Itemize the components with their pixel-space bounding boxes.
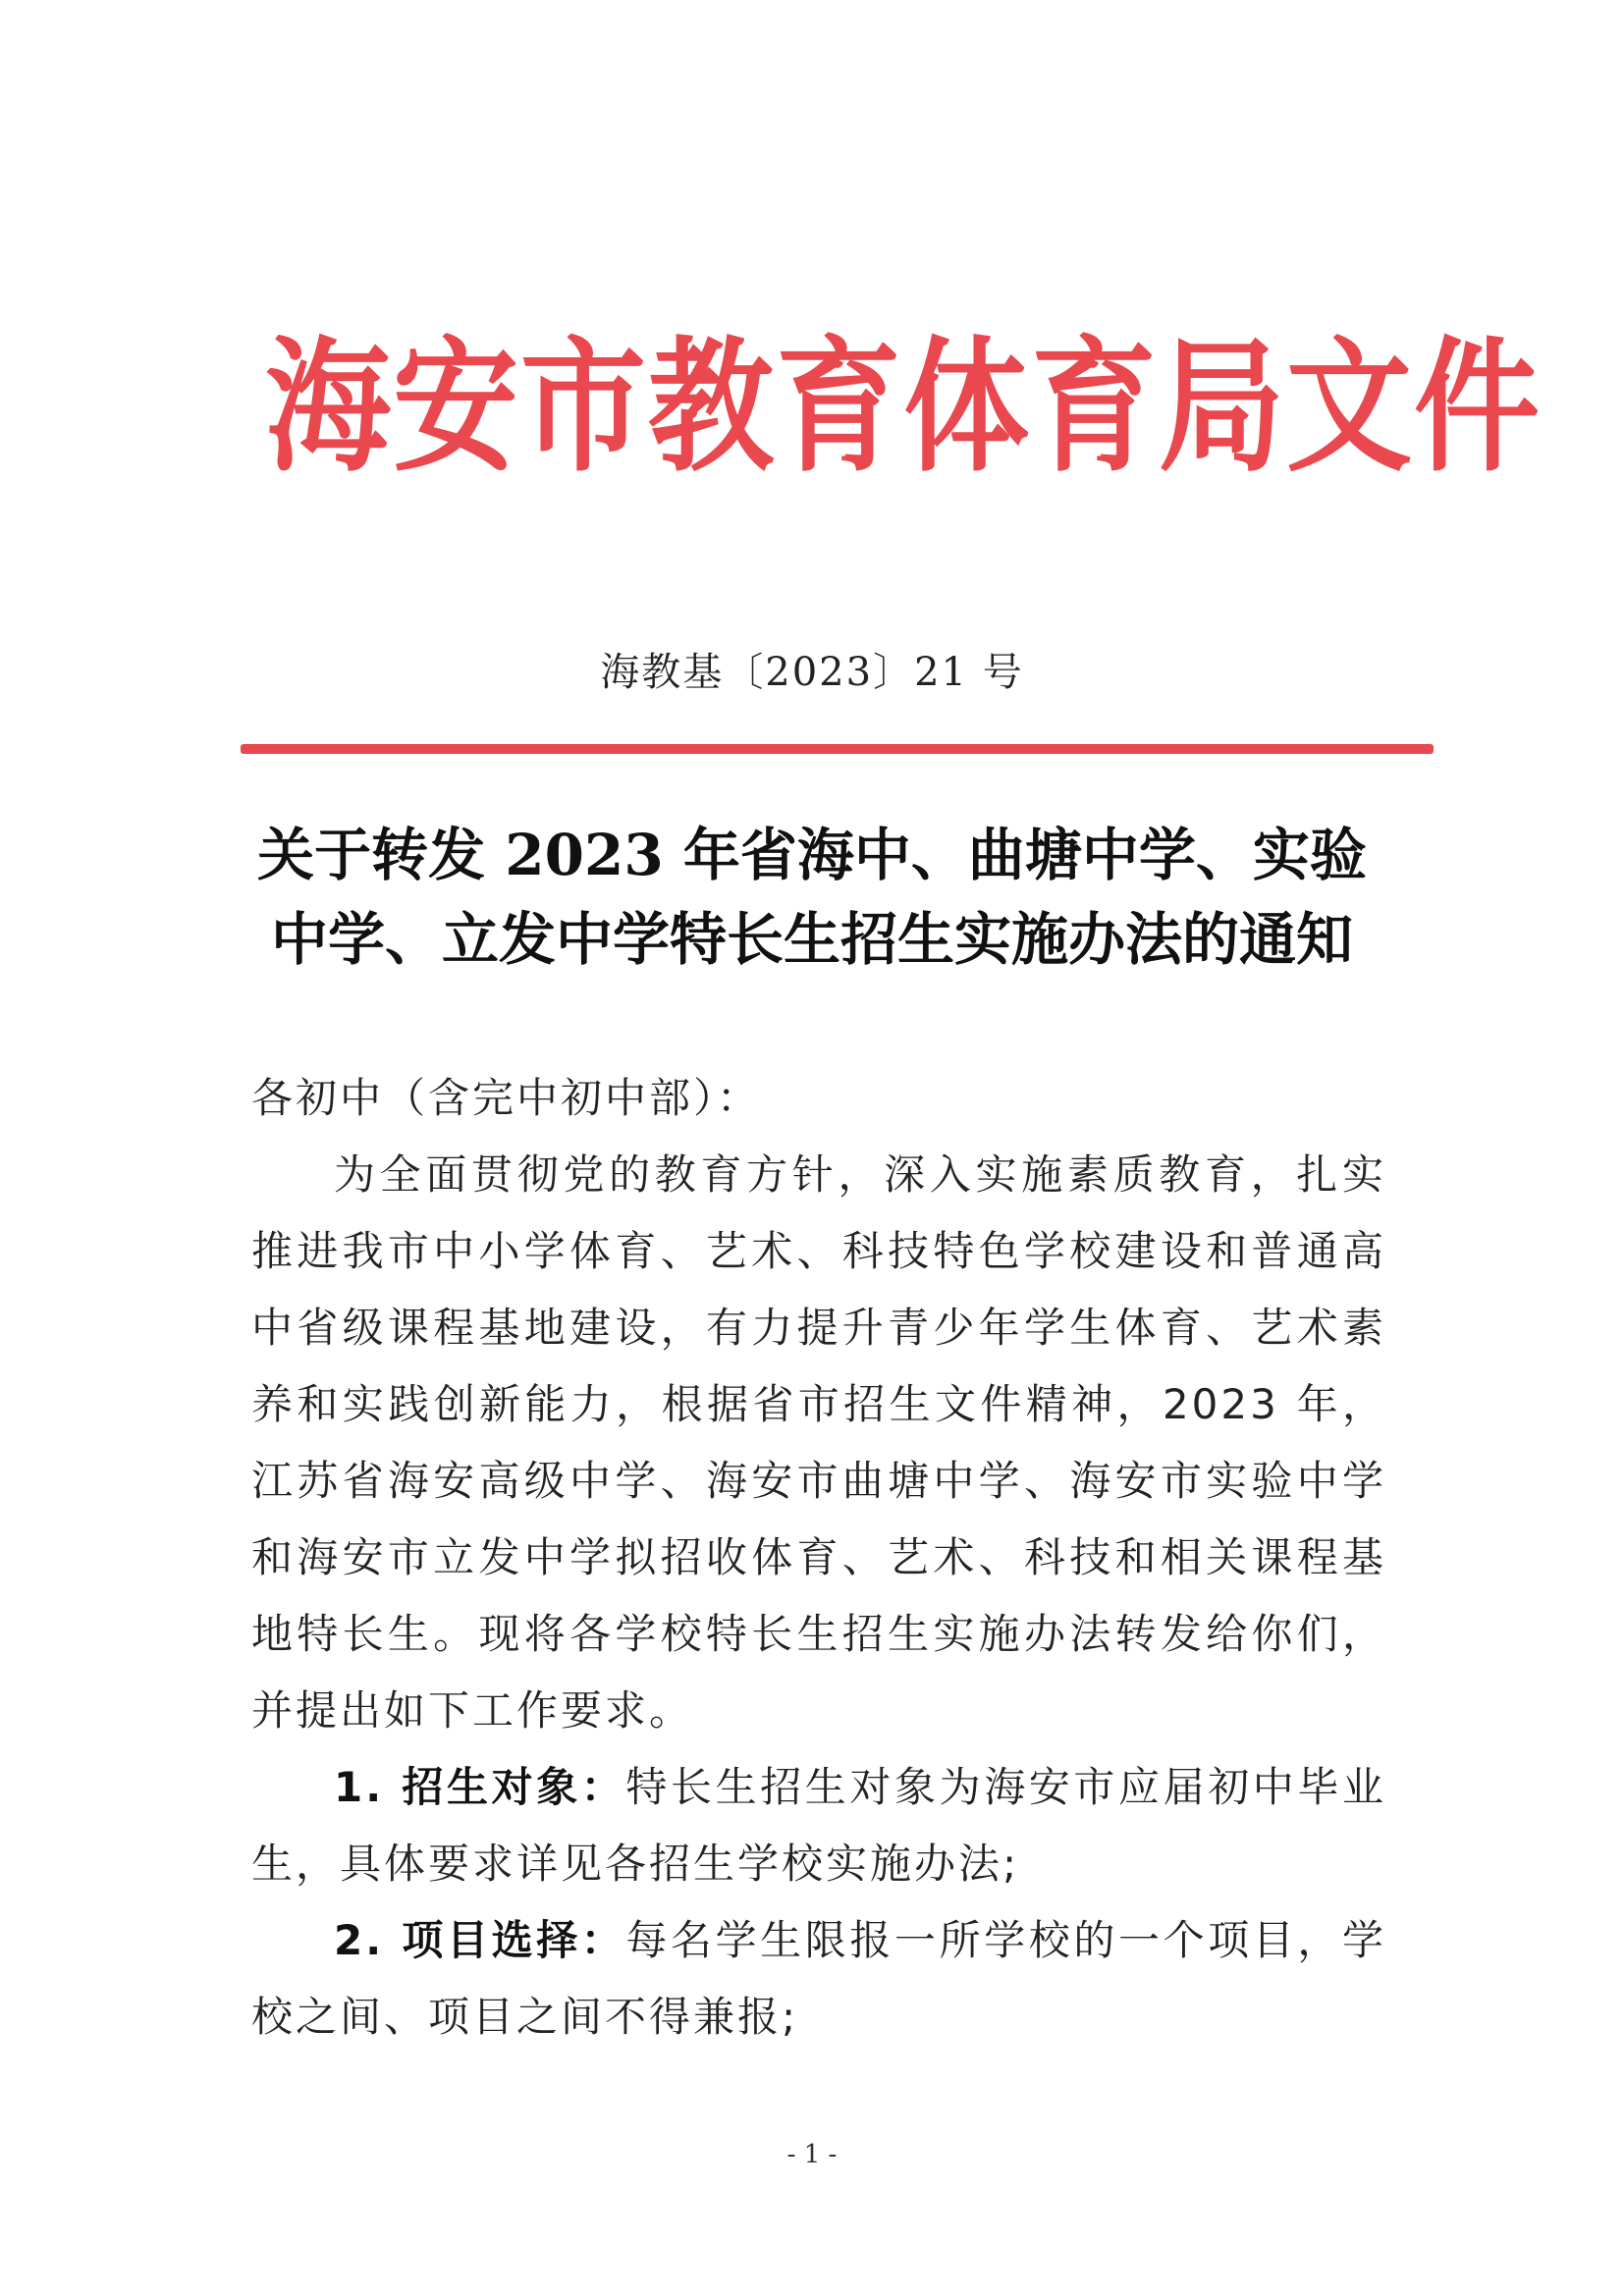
requirement-item-text: 每名学生限报一所学校的一个项目，学校之间、项目之间不得兼报; bbox=[251, 1916, 1386, 2041]
document-number: 海教基〔2023〕21 号 bbox=[600, 650, 1024, 695]
intro-paragraph: 为全面贯彻党的教育方针，深入实施素质教育，扎实推进我市中小学体育、艺术、科技特色学校建设和普通高中省级课程基地建设，有力提升青少年学生体育、艺术素养和实践创新能力，根据省市招生文件精神，2023 年，江苏省海安高级中学、海安市曲塘中学、海安市实验中学和海安市立发中学拟招收体育、艺术、科技和相关课程基地特长生。现将各学校特长生招生实施办法转发给你们，并提出如下工作要求。 bbox=[251, 1150, 1386, 1735]
document-body bbox=[251, 1060, 1386, 2056]
title-line: 关于转发 2023 年省海中、曲塘中学、实验 bbox=[257, 822, 1367, 888]
document-title bbox=[226, 813, 1398, 982]
red-divider-line bbox=[241, 744, 1434, 754]
requirement-item-lead: 1. 招生对象： bbox=[334, 1763, 626, 1811]
page-number: - 1 - bbox=[786, 2140, 838, 2169]
requirement-item bbox=[251, 1902, 1386, 2056]
document-masthead: 海安市教育体育局文件 bbox=[265, 324, 1543, 493]
requirement-item-text: 特长生招生对象为海安市应届初中毕业生，具体要求详见各招生学校实施办法; bbox=[251, 1763, 1386, 1888]
title-line: 中学、立发中学特长生招生实施办法的通知 bbox=[270, 906, 1353, 973]
requirement-item-lead: 2. 项目选择： bbox=[334, 1916, 626, 1964]
salutation: 各初中（含完中初中部）： bbox=[251, 1074, 762, 1122]
requirement-item bbox=[251, 1749, 1386, 1902]
